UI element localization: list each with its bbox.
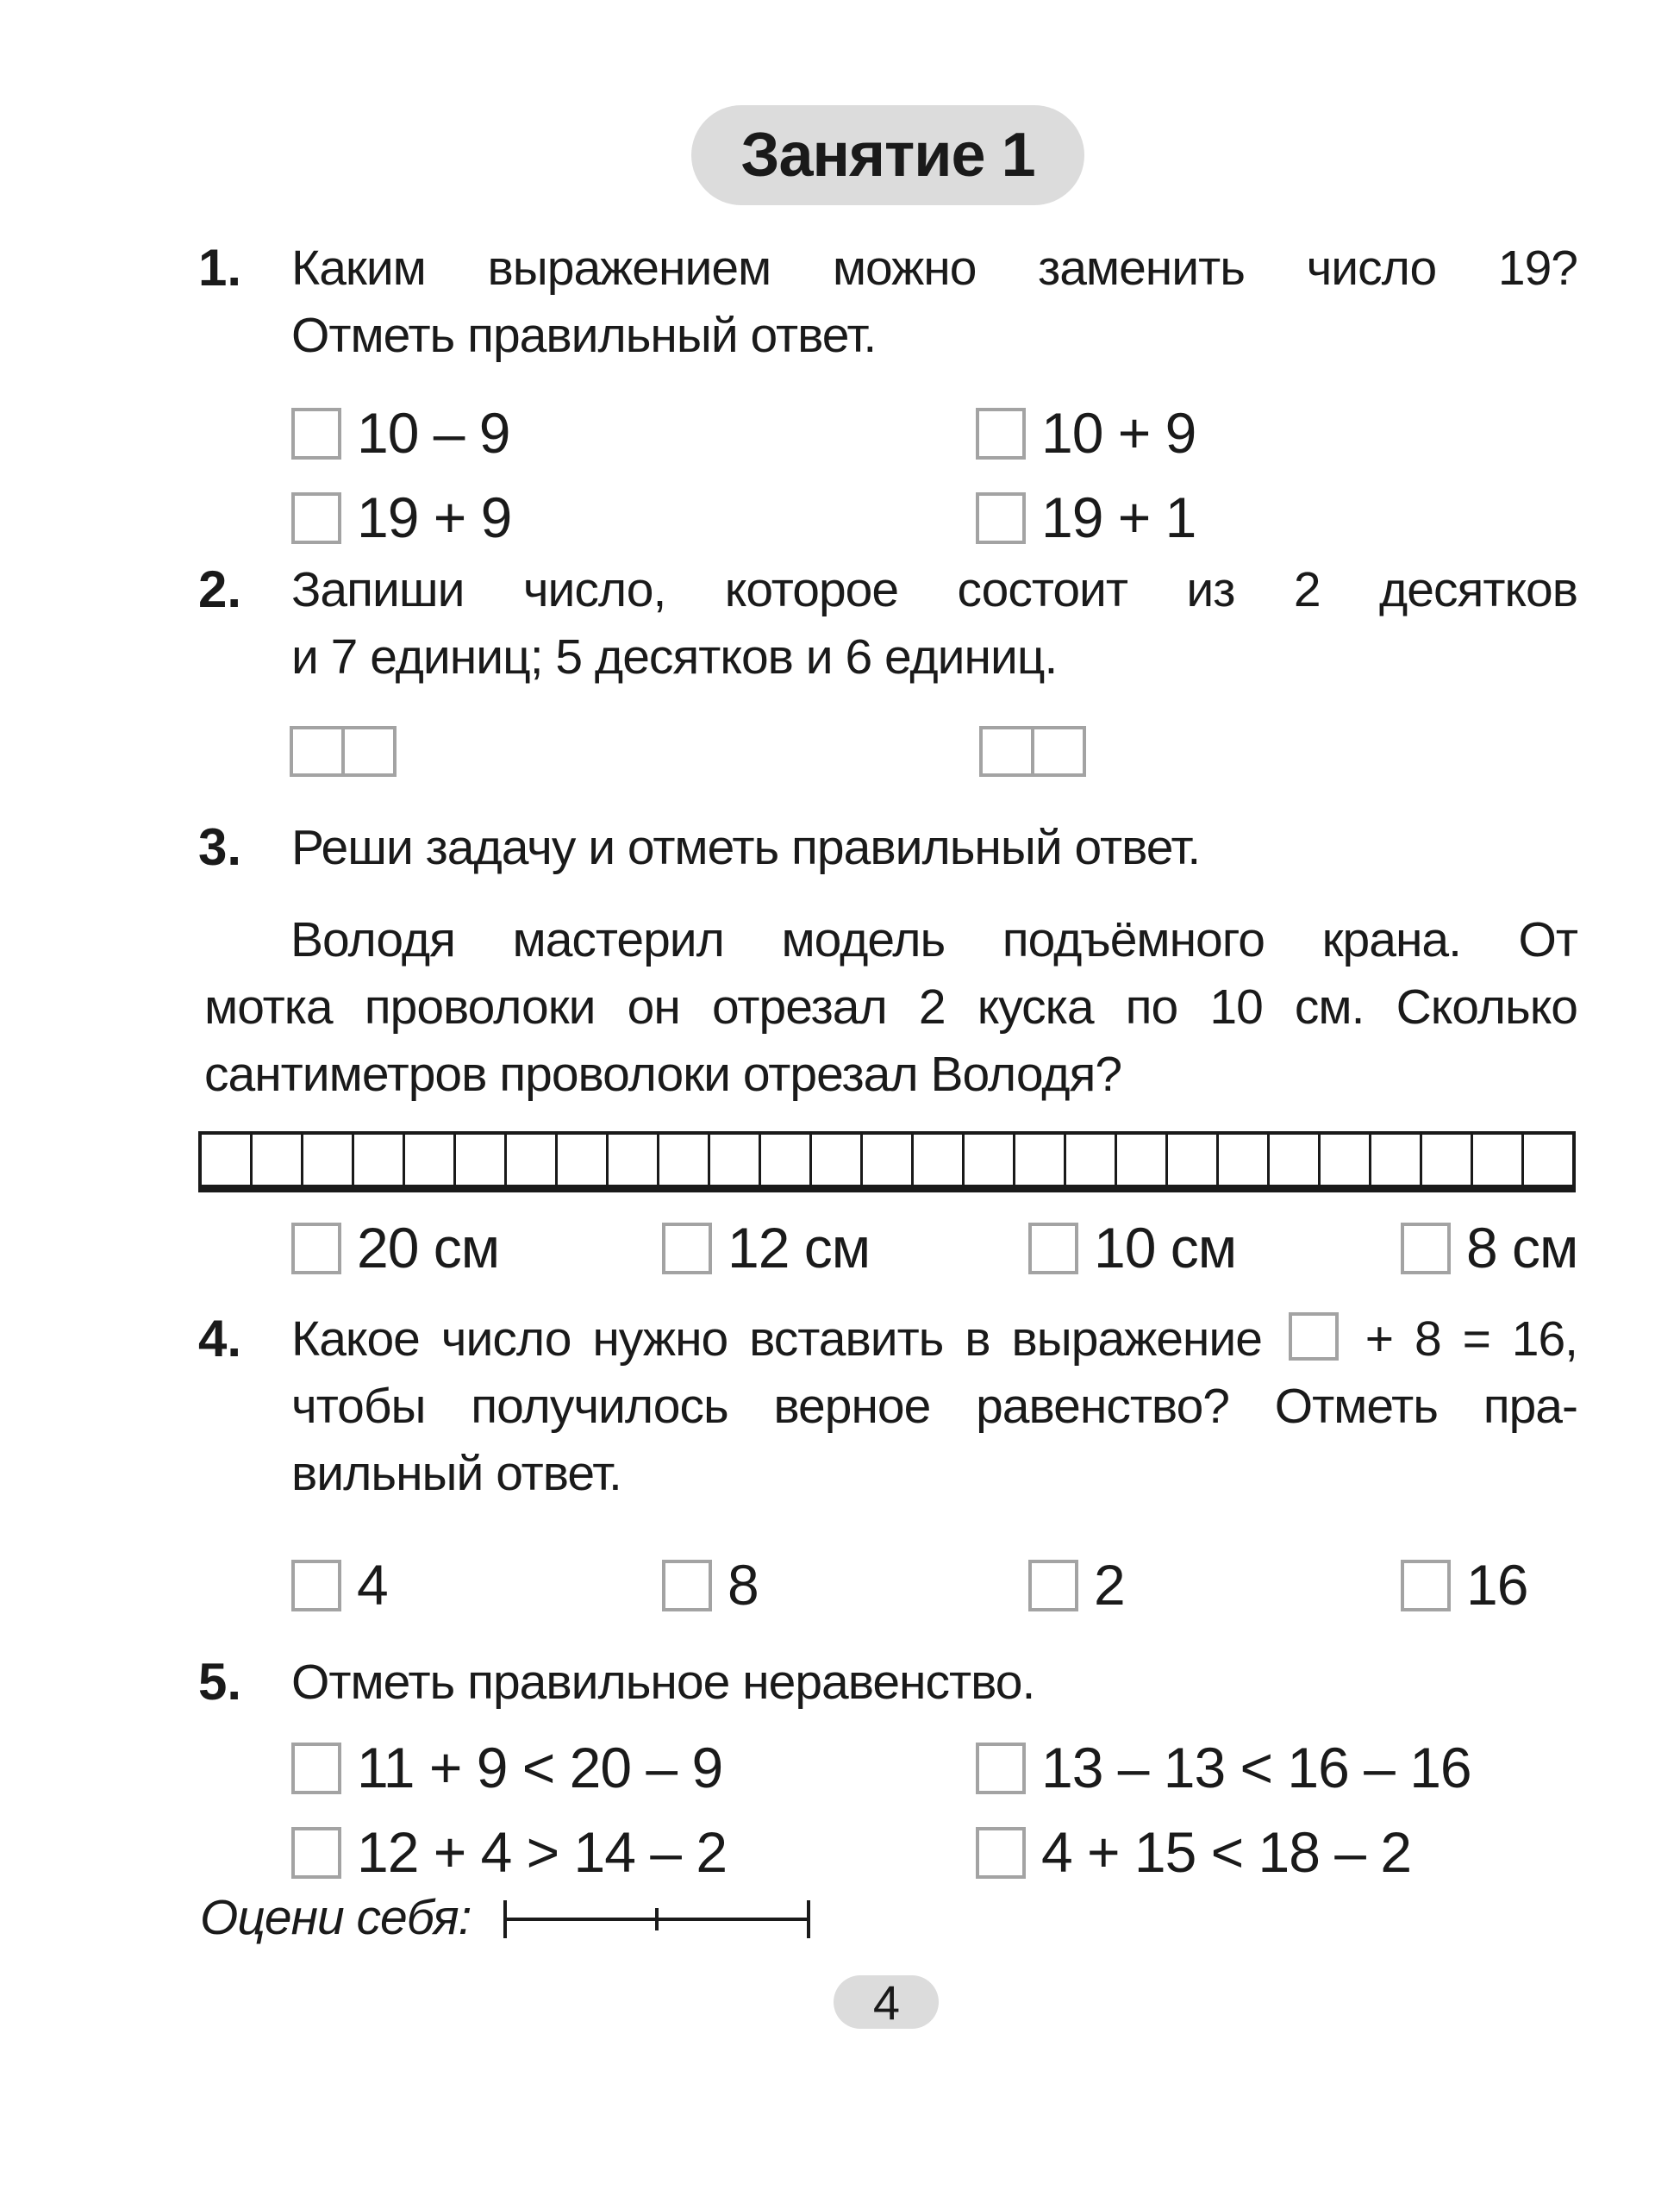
exercise-2 — [198, 556, 1577, 777]
exercise-3 — [198, 814, 1577, 1281]
option-item — [976, 1819, 1577, 1886]
ruler-cell — [1064, 1135, 1115, 1185]
answer-checkbox[interactable] — [976, 1827, 1026, 1879]
exercise-2-line2: и 7 единиц; 5 десятков и 6 единиц. — [291, 629, 1058, 685]
option-item — [291, 1552, 662, 1618]
exercise-4-line1-pre: Какое число нужно вставить в выражение — [291, 1311, 1262, 1367]
ruler-cell — [202, 1135, 250, 1185]
lesson-title: Занятие 1 — [740, 121, 1035, 190]
option-label: 19 + 1 — [1041, 485, 1196, 549]
two-digit-answer-box — [290, 726, 397, 777]
exercise-2-number: 2. — [198, 560, 242, 618]
option-item — [662, 1215, 1028, 1281]
option-label: 4 + 15 < 18 – 2 — [1041, 1820, 1412, 1884]
ruler-cell — [657, 1135, 708, 1185]
option-label: 4 — [357, 1553, 388, 1617]
exercise-5-number: 5. — [198, 1653, 242, 1711]
blank-number-box[interactable] — [1289, 1312, 1339, 1361]
ruler-cell — [1318, 1135, 1369, 1185]
ruler-cell — [1420, 1135, 1471, 1185]
exercise-3-problem-text — [204, 906, 1577, 1108]
answer-checkbox[interactable] — [291, 408, 341, 460]
ruler-cell — [453, 1135, 504, 1185]
option-item — [291, 400, 976, 466]
page-number-pill — [834, 1975, 939, 2029]
option-item — [662, 1552, 1028, 1618]
ruler-cell — [1115, 1135, 1165, 1185]
option-item — [1401, 1215, 1577, 1281]
ruler-cell — [1165, 1135, 1216, 1185]
option-item — [976, 1735, 1577, 1801]
digit-cell[interactable] — [1034, 729, 1083, 773]
digit-cell[interactable] — [293, 729, 345, 773]
answer-checkbox[interactable] — [662, 1223, 712, 1274]
ruler-cell — [1267, 1135, 1318, 1185]
exercise-3-number: 3. — [198, 818, 242, 876]
answer-checkbox[interactable] — [291, 1223, 341, 1274]
exercise-5-instruction: Отметь правильное неравенство. — [291, 1655, 1035, 1710]
ruler-cell — [1471, 1135, 1521, 1185]
answer-checkbox[interactable] — [1028, 1223, 1078, 1274]
exercise-1-options — [291, 400, 1577, 551]
page-number: 4 — [872, 1974, 900, 2030]
ruler-strip — [198, 1131, 1576, 1192]
exercise-4-line3: вильный ответ. — [291, 1446, 621, 1501]
option-item — [1401, 1552, 1577, 1618]
ruler-cell — [860, 1135, 911, 1185]
ruler-cell — [1216, 1135, 1267, 1185]
ruler-cell — [1521, 1135, 1572, 1185]
problem-line1: Володя мастерил модель подъёмного крана. От — [290, 912, 1577, 967]
lesson-title-pill — [691, 105, 1084, 205]
option-item — [1028, 1215, 1401, 1281]
option-label: 10 см — [1094, 1216, 1237, 1280]
ruler-cell — [759, 1135, 809, 1185]
option-label: 11 + 9 < 20 – 9 — [357, 1736, 723, 1799]
self-check-row — [200, 1884, 812, 1951]
exercise-1-number: 1. — [198, 239, 242, 297]
exercise-5-options — [291, 1735, 1577, 1886]
option-item — [1028, 1552, 1401, 1618]
exercise-4-line1-post: + 8 = 16, — [1365, 1311, 1577, 1367]
digit-cell[interactable] — [345, 729, 393, 773]
self-check-label: Оцени себя: — [200, 1890, 472, 1945]
digit-cell[interactable] — [983, 729, 1034, 773]
exercise-3-options — [291, 1215, 1577, 1281]
ruler-cell — [250, 1135, 301, 1185]
exercise-4-line1 — [291, 1305, 1577, 1373]
exercise-4-number: 4. — [198, 1310, 242, 1367]
option-label: 19 + 9 — [357, 485, 512, 549]
self-check-scale[interactable] — [502, 1893, 812, 1946]
ruler-cell — [1369, 1135, 1420, 1185]
answer-checkbox[interactable] — [1401, 1223, 1451, 1274]
option-item — [291, 1735, 976, 1801]
ruler-cell — [504, 1135, 555, 1185]
problem-line3: сантиметров проволоки отрезал Володя? — [204, 1047, 1122, 1102]
option-label: 10 + 9 — [1041, 401, 1196, 465]
option-label: 8 см — [1466, 1216, 1578, 1280]
ruler-cell — [555, 1135, 606, 1185]
ruler-cell — [403, 1135, 453, 1185]
two-digit-answer-box — [979, 726, 1086, 777]
exercise-3-instruction: Реши задачу и отметь правильный ответ. — [291, 820, 1201, 875]
option-item — [291, 1819, 976, 1886]
answer-checkbox[interactable] — [291, 1827, 341, 1879]
answer-checkbox[interactable] — [1028, 1560, 1078, 1611]
problem-line2: мотка проволоки он отрезал 2 куска по 10 см. Сколько — [204, 979, 1577, 1035]
exercise-1-line2: Отметь правильный ответ. — [291, 308, 877, 363]
ruler-cell — [962, 1135, 1013, 1185]
ruler-cell — [301, 1135, 352, 1185]
exercise-4-options — [291, 1552, 1577, 1618]
answer-checkbox[interactable] — [976, 408, 1026, 460]
exercise-5 — [198, 1649, 1577, 1886]
ruler-cell — [809, 1135, 860, 1185]
ruler-cell — [606, 1135, 657, 1185]
answer-checkbox[interactable] — [976, 492, 1026, 544]
option-label: 12 см — [728, 1216, 871, 1280]
exercise-4-line2: чтобы получилось верное равенство? Отметь пра- — [291, 1379, 1577, 1434]
ruler-cell — [708, 1135, 759, 1185]
answer-checkbox[interactable] — [291, 492, 341, 544]
exercise-2-answer-boxes — [290, 726, 1577, 777]
answer-checkbox[interactable] — [291, 1560, 341, 1611]
answer-checkbox[interactable] — [1401, 1560, 1451, 1611]
exercise-2-line1: Запиши число, которое состоит из 2 десятков — [291, 562, 1577, 617]
exercise-1-line1: Каким выражением можно заменить число 19? — [291, 241, 1577, 296]
option-item — [291, 1215, 662, 1281]
ruler-cell — [1013, 1135, 1064, 1185]
option-label: 10 – 9 — [357, 401, 510, 465]
answer-checkbox[interactable] — [976, 1743, 1026, 1794]
option-label: 16 — [1466, 1553, 1528, 1617]
option-label: 12 + 4 > 14 – 2 — [357, 1820, 728, 1884]
answer-checkbox[interactable] — [291, 1743, 341, 1794]
exercise-1 — [198, 235, 1577, 551]
option-item — [976, 485, 1577, 551]
option-label: 13 – 13 < 16 – 16 — [1041, 1736, 1471, 1799]
option-label: 2 — [1094, 1553, 1125, 1617]
ruler-cell — [911, 1135, 962, 1185]
ruler-cell — [352, 1135, 403, 1185]
answer-checkbox[interactable] — [662, 1560, 712, 1611]
option-item — [976, 400, 1577, 466]
exercise-4 — [198, 1305, 1577, 1618]
option-item — [291, 485, 976, 551]
option-label: 8 — [728, 1553, 759, 1617]
option-label: 20 см — [357, 1216, 500, 1280]
